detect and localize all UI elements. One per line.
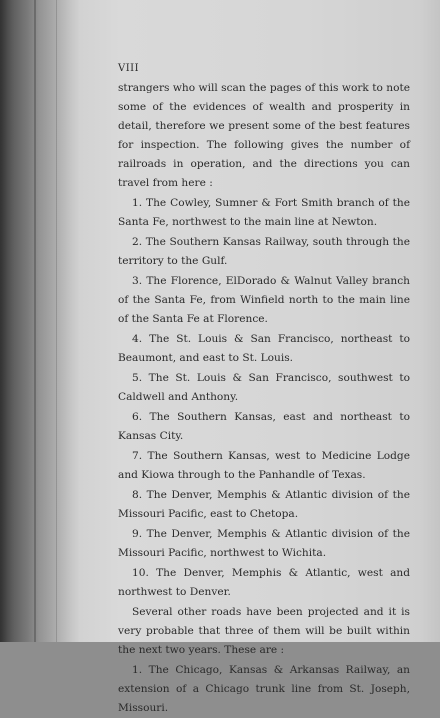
railroad-item-7: 7. The Southern Kansas, west to Medicine Lodge and Kiowa through to the Panhandle of Texas. xyxy=(118,450,410,481)
page-number: VIII xyxy=(118,63,140,74)
railroad-item-2: 2. The Southern Kansas Railway, south through the territory to the Gulf. xyxy=(118,236,410,267)
railroad-item-1: 1. The Cowley, Sumner & Fort Smith branch of the Santa Fe, northwest to the main line at Newton. xyxy=(118,197,410,228)
projected-intro-paragraph: Several other roads have been projected and it is very probable that three of them will be built within the next two years. These are : xyxy=(118,606,410,656)
railroad-item-6: 6. The Southern Kansas, east and northeast to Kansas City. xyxy=(118,411,410,442)
railroad-item-5: 5. The St. Louis & San Francisco, southwest to Caldwell and Anthony. xyxy=(118,372,410,403)
railroad-item-10: 10. The Denver, Memphis & Atlantic, west and northwest to Denver. xyxy=(118,567,410,598)
intro-paragraph: strangers who will scan the pages of this work to note some of the evidences of wealth and prosperity in detail, therefore we present some of the best features for inspection. The following gives the number of railroads in operation, and the directions you can travel from here : xyxy=(118,82,410,189)
railroad-item-8: 8. The Denver, Memphis & Atlantic division of the Missouri Pacific, east to Chetopa. xyxy=(118,489,410,520)
railroad-item-9: 9. The Denver, Memphis & Atlantic division of the Missouri Pacific, northwest to Wichita. xyxy=(118,528,410,559)
projected-item-1: 1. The Chicago, Kansas & Arkansas Railway, an extension of a Chicago trunk line from St. Joseph, Missouri. xyxy=(118,664,410,714)
page-fold-line-secondary xyxy=(56,0,57,642)
page-fold-line xyxy=(34,0,36,642)
page-text-block xyxy=(118,62,410,718)
railroad-item-3: 3. The Florence, ElDorado & Walnut Valley branch of the Santa Fe, from Winfield north to the main line of the Santa Fe at Florence. xyxy=(118,275,410,325)
railroad-item-4: 4. The St. Louis & San Francisco, northeast to Beaumont, and east to St. Louis. xyxy=(118,333,410,364)
